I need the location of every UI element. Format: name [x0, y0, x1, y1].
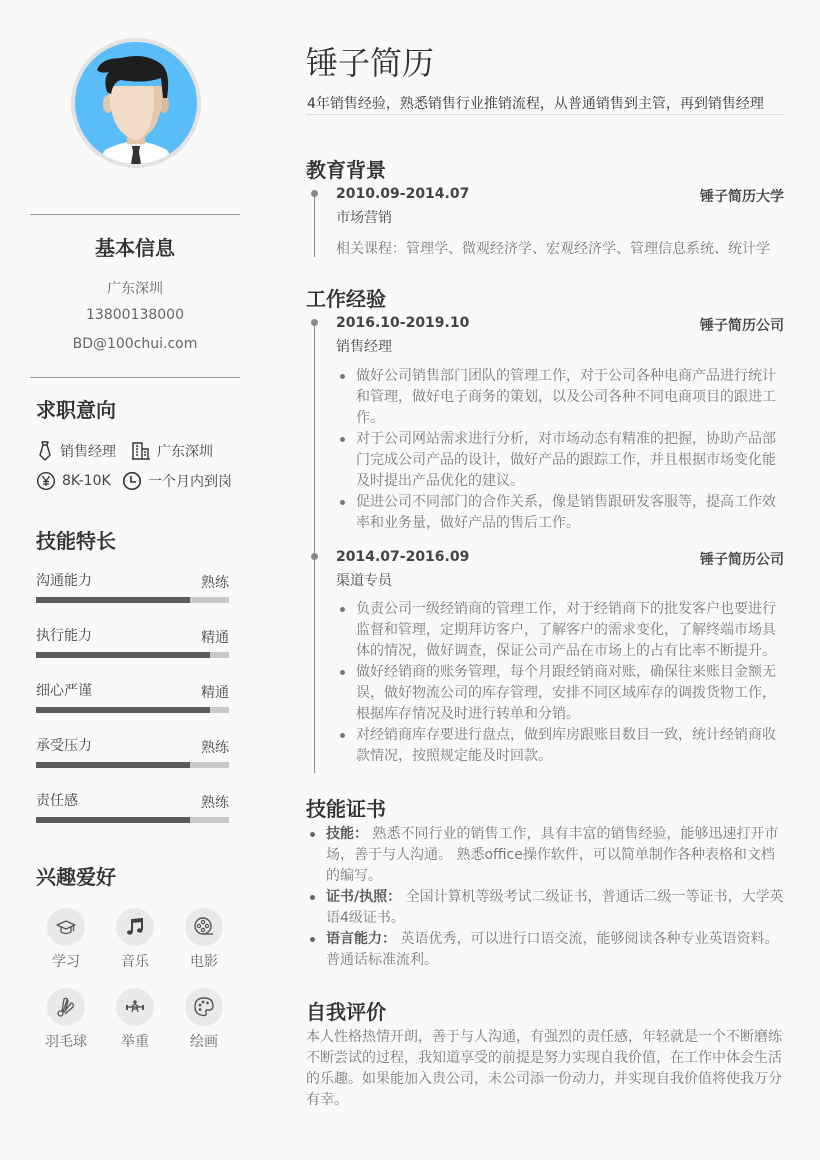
certificate-item [306, 824, 784, 887]
intention-title: 求职意向 [36, 398, 116, 422]
weightlifting-icon [124, 997, 146, 1017]
work-role: 渠道专员 [336, 573, 392, 589]
graduation-cap-icon [56, 917, 76, 937]
intent-position [36, 441, 116, 461]
timeline-dot [311, 319, 318, 326]
hobby-label: 绘画 [190, 1034, 218, 1050]
hobby-item [36, 988, 96, 1051]
tie-icon [36, 441, 54, 461]
certificate-text: 英语优秀，可以进行口语交流，能够阅读各种专业英语资料。普通话标准流利。 [326, 931, 779, 968]
phone-text: 13800138000 [86, 307, 184, 323]
hobby-label: 举重 [121, 1034, 149, 1050]
skill-level: 熟练 [201, 575, 229, 591]
work-duty: 负责公司一级经销商的管理工作，对于经销商下的批发客户也要进行监督和管理，定期拜访客户，了解客户的需求变化，了解终端市场具体的情况，做好调查，保证公司产品在市场上的占有比率不断提升。 [336, 599, 782, 662]
work-duty: 促进公司不同部门的合作关系，像是销售跟研发客服等，提高工作效率和业务量，做好产品的售后工作。 [336, 492, 782, 534]
education-date: 2010.09-2014.07 [336, 186, 470, 202]
work-title: 工作经验 [306, 287, 386, 311]
palette-icon [193, 996, 215, 1018]
certificate-item [306, 929, 784, 971]
hobby-item [105, 908, 165, 971]
building-icon [131, 441, 151, 461]
clock-icon [122, 471, 142, 491]
skill-bar [36, 762, 229, 768]
work-duties [336, 366, 782, 534]
skill-bar [36, 707, 229, 713]
hobby-item [36, 908, 96, 971]
resume-tagline: 4年销售经验，熟悉销售行业推销流程，从普通销售到主管，再到销售经理 [307, 96, 764, 112]
intent-position-text: 销售经理 [60, 444, 116, 460]
work-role: 销售经理 [336, 339, 392, 355]
self-eval-text: 本人性格热情开朗，善于与人沟通，有强烈的责任感，年轻就是一个不断磨练不断尝试的过程，我知道享受的前提是努力实现自我价值，在工作中体会生活的乐趣。如果能加入贵公司，未公司添一份动力，并实现自我价值将使我万分有幸。 [306, 1029, 782, 1108]
skill-level: 精通 [201, 685, 229, 701]
certificate-item [306, 887, 784, 929]
divider [30, 377, 240, 378]
basic-info-title: 基本信息 [95, 236, 175, 260]
certificates-title: 技能证书 [306, 797, 386, 821]
music-note-icon [125, 917, 145, 937]
education-courses: 相关课程：管理学、微观经济学、宏观经济学、管理信息系统、统计学 [336, 241, 770, 257]
hobby-label: 音乐 [121, 954, 149, 970]
hobby-label: 学习 [52, 954, 80, 970]
timeline-line [314, 322, 315, 773]
education-major: 市场营销 [336, 210, 392, 226]
intent-availability-text: 一个月内到岗 [148, 474, 232, 490]
avatar [71, 38, 201, 168]
intent-availability [122, 471, 232, 491]
divider [30, 214, 240, 215]
film-reel-icon [193, 916, 215, 938]
work-duty: 对于公司网站需求进行分析，对市场动态有精准的把握，协助产品部门完成公司产品的设计，做好产品的跟踪工作，并且根据市场变化能及时提出产品优化的建议。 [336, 429, 782, 492]
email-text: BD@100chui.com [72, 336, 198, 352]
skill-name: 细心严谨 [36, 683, 92, 699]
timeline-dot [311, 553, 318, 560]
resume-name: 锤子简历 [306, 44, 435, 82]
certificate-label: 语言能力： [326, 931, 396, 947]
hobbies-title: 兴趣爱好 [36, 865, 116, 889]
work-duties [336, 599, 782, 767]
skill-name: 责任感 [36, 793, 78, 809]
certificate-text: 全国计算机等级考试二级证书，普通话二级一等证书，大学英语4级证书。 [326, 889, 784, 926]
education-title: 教育背景 [306, 158, 386, 182]
location-text: 广东深圳 [107, 281, 163, 297]
work-company: 锤子简历公司 [700, 318, 784, 334]
skills-title: 技能特长 [36, 529, 116, 553]
work-duty: 对经销商库存要进行盘点，做到库房跟账目数目一致，统计经销商收款情况，按照规定能及时回款。 [336, 725, 782, 767]
intent-city-text: 广东深圳 [157, 444, 213, 460]
skill-bar [36, 652, 229, 658]
work-company: 锤子简历公司 [700, 552, 784, 568]
timeline-dot [311, 190, 318, 197]
work-date: 2014.07-2016.09 [336, 549, 470, 565]
hobby-item [174, 908, 234, 971]
intent-salary-text: 8K-10K [62, 473, 111, 489]
hobby-item [174, 988, 234, 1051]
yen-icon [36, 471, 56, 491]
certificate-text: 熟悉不同行业的销售工作，具有丰富的销售经验，能够迅速打开市场，善于与人沟通。 熟悉office操作软件，可以简单制作各种表格和文档的编写。 [326, 826, 779, 884]
avatar-illustration-icon [75, 42, 197, 164]
sidebar [0, 0, 270, 1160]
skill-level: 熟练 [201, 795, 229, 811]
skill-name: 沟通能力 [36, 573, 92, 589]
hobby-label: 电影 [190, 954, 218, 970]
self-eval-title: 自我评价 [306, 1000, 386, 1024]
certificate-label: 技能： [326, 826, 368, 842]
intent-salary [36, 471, 111, 491]
skill-name: 承受压力 [36, 738, 92, 754]
skill-name: 执行能力 [36, 628, 92, 644]
work-duty: 做好经销商的账务管理，每个月跟经销商对账，确保往来账目金额无误，做好物流公司的库存管理，安排不同区域库存的调拨货物工作，根据库存情况及时进行转单和分销。 [336, 662, 782, 725]
shuttlecock-icon [56, 996, 76, 1018]
hobby-item [105, 988, 165, 1051]
intent-city [131, 441, 213, 461]
hobby-label: 羽毛球 [45, 1034, 87, 1050]
skill-level: 精通 [201, 630, 229, 646]
timeline-line [314, 193, 315, 257]
education-school: 锤子简历大学 [700, 189, 784, 205]
work-duty: 做好公司销售部门团队的管理工作，对于公司各种电商产品进行统计和管理，做好电子商务的策划，以及公司各种不同电商项目的跟进工作。 [336, 366, 782, 429]
certificates-list [306, 824, 784, 971]
skill-bar [36, 817, 229, 823]
work-date: 2016.10-2019.10 [336, 315, 470, 331]
certificate-label: 证书/执照： [326, 889, 402, 905]
skill-level: 熟练 [201, 740, 229, 756]
divider [306, 114, 784, 115]
skill-bar [36, 597, 229, 603]
